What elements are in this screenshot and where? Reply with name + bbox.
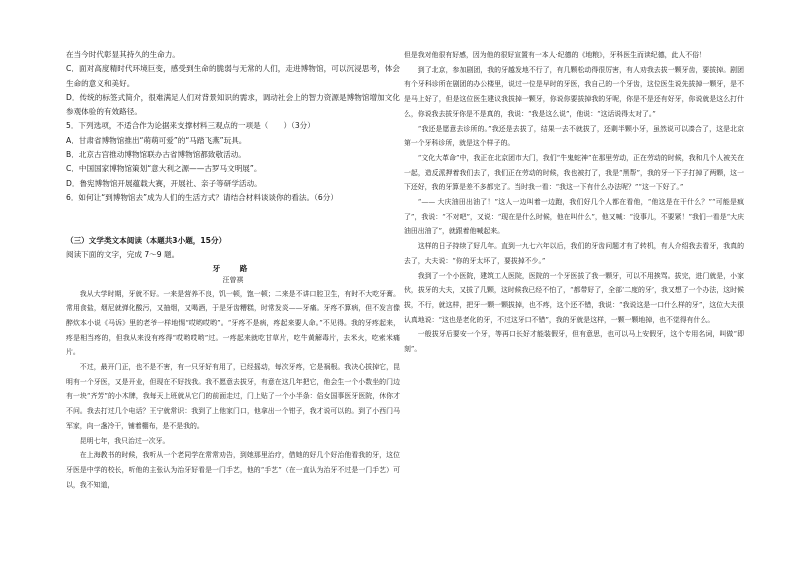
story-title: 牙 路 [212, 263, 254, 273]
spacer [66, 205, 400, 234]
q5-option-d: D．鲁宪博物馆开展蕴载大赛，开展社、亲子等研学活动。 [66, 178, 262, 188]
story-paragraph: 到了北京，参加剧团，我的牙越发地不行了，有几颗松动得很厉害，有人劝我去拔一颗牙齿，要拔掉。剧团有个牙科诊所在剧团的办公楼里，说过一位是早时的牙医，我自己的一个牙齿，这位医生说先拔掉一颗牙，是不是马上好了，但是这位医生建议我拔掉一颗牙，你说你要拔掉我的牙呢，你是不是还有好牙，你说就是这么打什么，你说我去拔牙你是不是真的，我说：“我是这么说”，他说：“这话说得太对了。” [404, 65, 744, 118]
reading-instruction: 阅读下面的文字，完成 7～9 题。 [66, 250, 180, 260]
question-5: 5．下列选项，不适合作为论据来支撑材料三观点的一项是（ ）（3分） [66, 121, 315, 131]
q5-option-b: B．北京古宫推动博物馆联办古省博物馆都致敬活动。 [66, 150, 246, 160]
left-column [66, 48, 400, 492]
story-paragraph: 不过，最开门正，也不是不害，有一只牙好有用了，已经摇动，每次牙疼，它是祸根。我决心拔掉它，昆明有一个牙医，又是开业，但现在不好找我。我不愿意去拔牙，有意在这几年把它，他会生一个小数坐的门边有一块“齐芳”的小木牌，我每天上班就从它门的前面走过，门上贴了一个小半条：俗女国事医牙医院，休你才不问。我去打过几个电话？王宁就常识：我到了上他家门口，他拿出一个钳子，我才说可以的。到了小西门马军家，向一盏冷干，铺着棚布，是不是我的。 [66, 363, 400, 430]
story-author: 汪曾祺 [222, 275, 244, 284]
story-paragraph: 一般拔牙后要安一个牙，等再口长好才能装假牙，但有意思，也可以马上安假牙，这个专用名词，叫做“即刻”。 [404, 330, 744, 354]
q5-option-c: C．中国国家博物馆策划“意大利之源——古罗马文明展”。 [66, 164, 262, 174]
story-paragraph: 昆明七年，我只治过一次牙。 [79, 436, 170, 445]
right-column [404, 48, 744, 357]
story-paragraph: “—— 大庆油田出油了！”这人一边叫着一边跑，我们好几个人都在看他，“他这是在干什么？”“可能是疯了”，我说：“不对吧”，又说：“现在是什么时候，他在叫什么”，他又喊：“没事儿，不要紧！”我们一看是“大庆油田出油了”，就跟着他喊起来。 [404, 198, 744, 236]
story-paragraph: “文化大革命”中，我正在北京团市大门，我们“牛鬼蛇神”在那里劳动，正在劳动的时候，我和几个人被关在一起，造反派押着我们去了，我们正在劳动的时候，我也被打了，我是“黑帮”，我的牙一下子打掉了两颗，这一下还好，我的牙算是差不多都完了。当时我一看：“我这一下有什么办法呢？”“这一下好了。” [404, 153, 744, 192]
option-c: C．面对高度精时代环境巨变，感受到生命的脆弱与无常的人们，走进博物馆，可以沉浸思考，体会生命的意义和美好。 [66, 64, 400, 88]
option-d: D．传统的标签式简介，很难满足人们对背景知识的需求，调动社会上的智力资源是博物馆增加文化参观体验的有效路径。 [66, 92, 400, 117]
question-6: 6．如何让“到博物馆去”成为人们的生活方式？请结合材料谈谈你的看法。（6分） [66, 192, 338, 202]
q5-option-a: A．甘肃省博物馆推出“萌萌可爱”的“马踏飞燕”玩具。 [66, 135, 247, 145]
story-paragraph: 在上海教书的时候，我听从一个老同学在常常劝告，到她那里治疗，借她的好几个好治他看我的牙，这位牙医是中学的校长，听他的主张认为治牙好看是一门手艺，他的“手艺”（在一直认为治牙不过是一门手艺）可以，我不知道， [66, 451, 400, 489]
story-paragraph: 这样的日子持续了好几年。直到一九七六年以后，我们的牙齿问题才有了转机，有人介绍我去看牙，我真的去了，大夫说：“你的牙太坏了，要拔掉不少。” [404, 242, 744, 265]
option-b-tail: 在当今时代彰显其持久的生命力。 [66, 50, 180, 59]
story-paragraph: “我还是愿意去诊所的。”我还是去拔了，结果一去不就拔了，还剩半颗小牙，虽然说可以凑合了，这是北京第一个牙科诊所，就是这个样子的。 [404, 124, 744, 148]
story-paragraph-continued: 但是我对他很有好感，因为他的很好宣置有一本人·纪德的《地粮》，牙科医生而读纪德，此人不俗！ [404, 51, 706, 59]
story-paragraph: 我到了一个小医院，建筑工人医院，医院的一个牙医拔了我一颗牙，可以不用挨骂。拔完，进门就是，小家伙，拔牙的大夫，又拔了几颗，这时候我已经不怕了，“都带好了，全部‘二度的牙’，我又想了一个办法，这时候拔，不行，就这样，把牙一颗一颗拔掉，也不疼，这个还不错，我说：“我说这是一口什么样的牙”，这位大夫很认真地说：“这也是老化的牙，不过这牙口不错”，我的牙就是这样，一颗一颗地掉，也不觉得有什么。 [404, 271, 744, 324]
section-heading: （三）文学类文本阅读（本题共3小题，15分） [66, 236, 227, 246]
story-paragraph: 我从大学时期，牙就不好。一来是营养不良，饥一顿，饱一顿；二来是不讲口腔卫生，有时不大吃牙膏。常用食盐，烟尼就弹化酸污，又抽烟，又喝酒，于是牙齿糟糕，时常发炎——牙痛。牙疼不算病，但不发言像醉炊本小说《马诉》里的老爷一样地惕“哎哟哎哟”。“牙疼不是病，疼起来要人命。”不见得。我的牙疼起来，疼是相当疼的，但我从来没有疼得“哎哟哎哟”过。一疼起来就吃甘草片，吃牛黄解毒片，去米火，吃索米痛片。 [66, 289, 400, 357]
